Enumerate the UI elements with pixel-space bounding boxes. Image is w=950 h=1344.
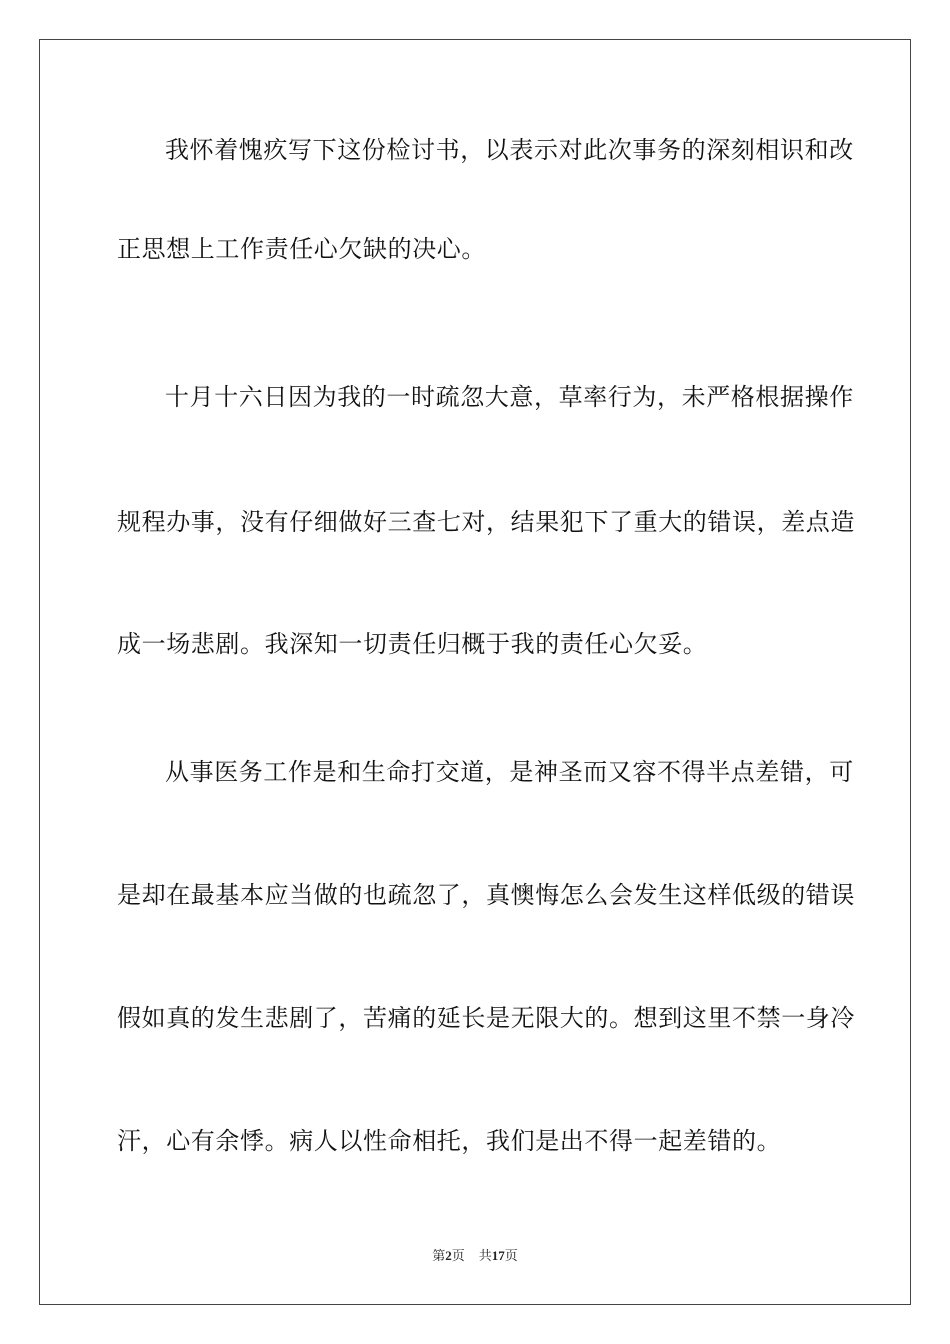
total-pages-indicator xyxy=(479,1247,518,1266)
paragraph-3-line-1: 从事医务工作是和生命打交道，是神圣而又容不得半点差错，可 xyxy=(165,758,854,786)
page-suffix: 页 xyxy=(451,1249,465,1264)
current-page-indicator xyxy=(432,1247,465,1266)
total-pages: 17 xyxy=(491,1248,505,1263)
paragraph-1-line-1: 我怀着愧疚写下这份检讨书，以表示对此次事务的深刻相识和改 xyxy=(165,136,854,164)
paragraph-1-line-2: 正思想上工作责任心欠缺的决心。 xyxy=(117,235,486,263)
page-frame xyxy=(39,39,911,1305)
paragraph-2-line-3: 成一场悲剧。我深知一切责任归概于我的责任心欠妥。 xyxy=(117,630,708,658)
paragraph-3-line-3: 假如真的发生悲剧了，苦痛的延长是无限大的。想到这里不禁一身冷 xyxy=(117,1004,855,1032)
paragraph-2-line-2: 规程办事，没有仔细做好三查七对，结果犯下了重大的错误，差点造 xyxy=(117,508,855,536)
page-number: 2 xyxy=(445,1248,452,1263)
paragraph-2-line-1: 十月十六日因为我的一时疏忽大意，草率行为，未严格根据操作 xyxy=(165,383,854,411)
total-prefix: 共 xyxy=(478,1249,492,1264)
page-prefix: 第 xyxy=(432,1249,446,1264)
paragraph-3-line-2: 是却在最基本应当做的也疏忽了，真懊悔怎么会发生这样低级的错误 xyxy=(117,881,855,909)
paragraph-3-line-4: 汗，心有余悸。病人以性命相托，我们是出不得一起差错的。 xyxy=(117,1127,782,1155)
page-footer xyxy=(0,1247,950,1266)
total-suffix: 页 xyxy=(504,1249,518,1264)
